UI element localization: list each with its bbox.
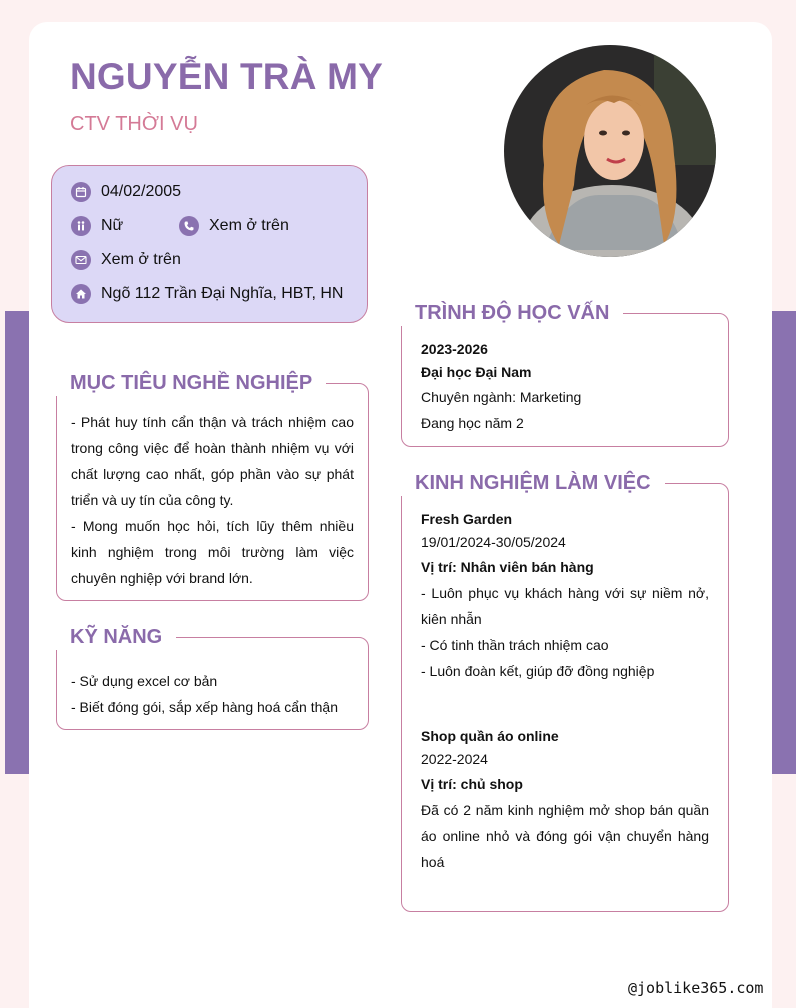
contact-gender (71, 216, 123, 236)
education-major: Chuyên ngành: Marketing (421, 389, 582, 405)
job-detail: - Có tinh thần trách nhiệm cao (421, 637, 609, 653)
right-decor-band (772, 311, 796, 774)
candidate-name: NGUYỄN TRÀ MY (70, 56, 383, 97)
job-position: Vị trí: chủ shop (421, 776, 523, 792)
education-status: Đang học năm 2 (421, 415, 524, 431)
objective-paragraph: - Mong muốn học hỏi, tích lũy thêm nhiều kinh nghiệm trong môi trường làm việc chuyên nghiệp với brand lớn. (71, 518, 354, 586)
gender-icon (71, 216, 91, 236)
education-heading: TRÌNH ĐỘ HỌC VẤN (401, 300, 623, 326)
job-company: Shop quần áo online (421, 728, 559, 744)
job-dates: 19/01/2024-30/05/2024 (421, 534, 566, 550)
home-icon (71, 284, 91, 304)
birthday-value: 04/02/2005 (101, 183, 182, 200)
skill-item: - Biết đóng gói, sắp xếp hàng hoá cẩn thận (71, 699, 338, 715)
job-detail: - Luôn phục vụ khách hàng với sự niềm nở, kiên nhẫn (421, 585, 709, 627)
contact-address (71, 284, 343, 304)
experience-job-2 (421, 725, 709, 875)
job-detail: Đã có 2 năm kinh nghiệm mở shop bán quần áo online nhỏ và đóng gói vận chuyển hàng hoá (421, 802, 709, 870)
objective-paragraph: - Phát huy tính cẩn thận và trách nhiệm cao trong công việc để hoàn thành nhiệm vụ với chất lượng cao nhất, góp phần vào sự phát triển và uy tín của công ty. (71, 414, 354, 508)
skills-heading: KỸ NĂNG (56, 624, 176, 650)
contact-email (71, 250, 181, 270)
email-icon (71, 250, 91, 270)
education-body (421, 338, 709, 436)
experience-heading: KINH NGHIỆM LÀM VIỆC (401, 470, 665, 496)
profile-photo (504, 45, 716, 257)
contact-birthday (71, 182, 181, 202)
candidate-title: CTV THỜI VỤ (70, 113, 198, 135)
objective-heading: MỤC TIÊU NGHỀ NGHIỆP (56, 370, 326, 396)
address-value: Ngõ 112 Trần Đại Nghĩa, HBT, HN (101, 285, 344, 302)
job-detail: - Luôn đoàn kết, giúp đỡ đồng nghiệp (421, 663, 655, 679)
skill-item: - Sử dụng excel cơ bản (71, 673, 218, 689)
gender-value: Nữ (101, 217, 124, 234)
watermark: @joblike365.com (628, 979, 764, 997)
education-years: 2023-2026 (421, 341, 488, 357)
experience-job-1 (421, 508, 709, 684)
contact-phone (179, 216, 289, 236)
skills-body (71, 668, 354, 720)
education-school: Đại học Đại Nam (421, 364, 532, 380)
job-dates: 2022-2024 (421, 751, 488, 767)
job-company: Fresh Garden (421, 511, 513, 527)
objective-body (71, 409, 354, 591)
left-decor-band (5, 311, 29, 774)
email-value: Xem ở trên (101, 251, 181, 268)
job-position: Vị trí: Nhân viên bán hàng (421, 559, 594, 575)
phone-value: Xem ở trên (209, 217, 289, 234)
calendar-icon (71, 182, 91, 202)
phone-icon (179, 216, 199, 236)
